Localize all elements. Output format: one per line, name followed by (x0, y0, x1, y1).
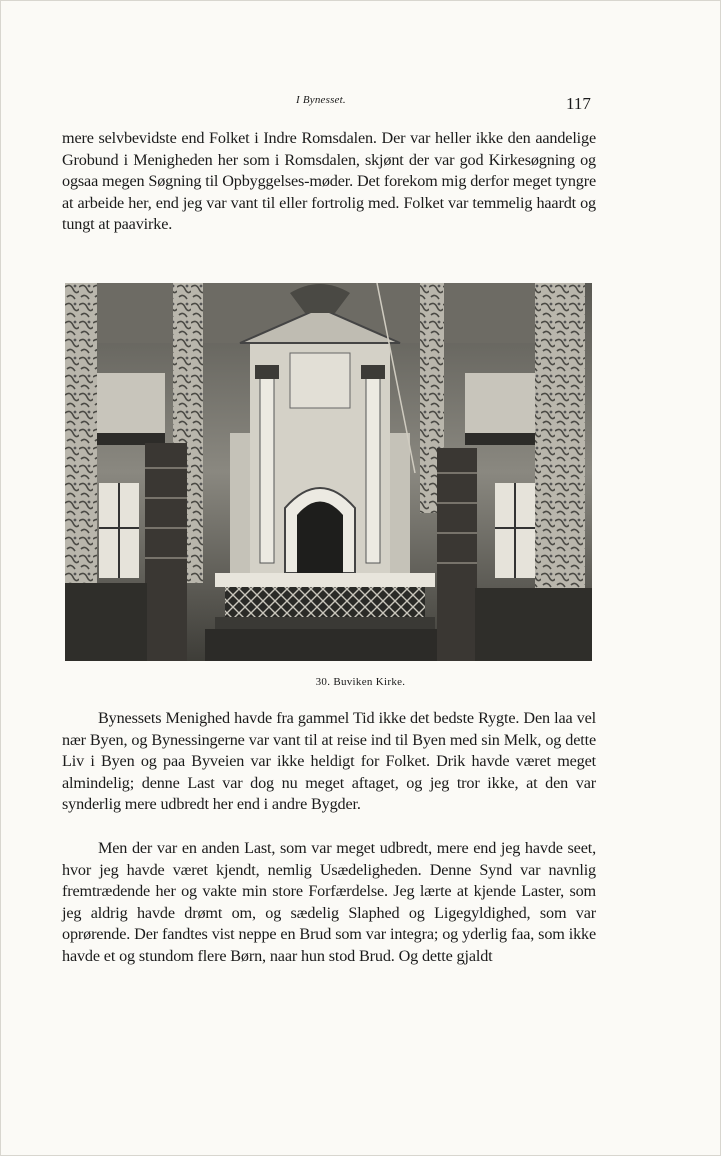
altar-rail-top (215, 573, 435, 587)
page-number: 117 (566, 94, 591, 113)
gallery-left (95, 373, 165, 433)
gallery-right (465, 373, 545, 433)
pews-left (65, 583, 147, 661)
paragraph-2 (62, 708, 596, 816)
altar-rail-lattice (225, 587, 425, 617)
church-interior-photo (65, 283, 592, 661)
paragraph-3 (62, 838, 596, 968)
pedestal-right (437, 448, 477, 661)
pews-right (475, 588, 592, 661)
altar-niche (297, 502, 343, 574)
marble-pillar-far-right (535, 283, 585, 593)
pedestal-left (145, 443, 187, 661)
running-title: I Bynesset. (296, 94, 346, 106)
figure-caption: 30. Buviken Kirke. (315, 676, 406, 688)
paragraph-2-text: Bynessets Menighed havde fra gammel Tid ikke det bedste Rygte. Den laa vel nær Byen, og Bynessingerne var vant til at reise ind til Byen med sin Melk, og dette Liv i Byen og paa Byveien var ikke heldigt for Folket. Drik havde været meget almindelig; denne Last var dog nu meget aftaget, og jeg tror ikke, at den var synderlig mere udbredt her end i andre Bygder. (62, 709, 596, 814)
paragraph-1: mere selvbevidste end Folket i Indre Romsdalen. Der var heller ikke den aandelige Grobund i Menigheden her som i Romsdalen, skjønt der var god Kirkesøgning og ogsaa megen Søgning til Opbyggelses-møder. Det forekom mig derfor meget tyngre at arbeide her, end jeg var vant til eller fortrolig med. Folket var temmelig haardt og tungt at paavirke. (62, 129, 596, 234)
paragraph-3-text: Men der var en anden Last, som var meget udbredt, mere end jeg havde seet, hvor jeg havde været kjendt, nemlig Usædeligheden. Denne Synd var navnlig fremtrædende her og vakte min store Forfærdelse. Jeg lærte at kjende Laster, som jeg aldrig havde drømt om, og sædelig Slaphed og Ligegyldighed, som var oprørende. Der fandtes vist neppe en Brud som var integra; og yderlig faa, som ikke havde et og stundom flere Børn, naar hun stod Brud. Og dette gjaldt (62, 839, 596, 965)
